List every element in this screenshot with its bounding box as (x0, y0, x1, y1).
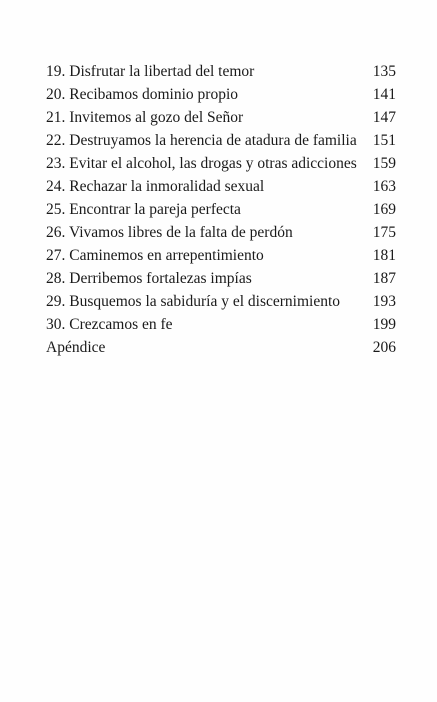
toc-entry-title: 28. Derribemos fortalezas impías (46, 270, 252, 287)
toc-entry-page: 163 (372, 178, 396, 195)
toc-entry-page: 141 (372, 86, 396, 103)
toc-entry-page: 187 (372, 270, 396, 287)
toc-entry-page: 135 (372, 63, 396, 80)
toc-entry (46, 106, 396, 129)
table-of-contents (46, 60, 396, 359)
toc-entry (46, 129, 396, 152)
toc-entry-title: 21. Invitemos al gozo del Señor (46, 109, 244, 126)
toc-entry-title: 29. Busquemos la sabiduría y el discernimiento (46, 293, 341, 310)
toc-entry-title: 19. Disfrutar la libertad del temor (46, 63, 255, 80)
toc-entry-page: 147 (372, 109, 396, 126)
toc-entry (46, 221, 396, 244)
toc-entry (46, 336, 396, 359)
toc-entry-page: 151 (372, 132, 396, 149)
toc-entry-title: 20. Recibamos dominio propio (46, 86, 239, 103)
toc-entry (46, 244, 396, 267)
toc-entry-page: 159 (372, 155, 396, 172)
toc-entry (46, 290, 396, 313)
toc-entry (46, 313, 396, 336)
toc-entry (46, 60, 396, 83)
toc-entry (46, 175, 396, 198)
toc-entry-title: 30. Crezcamos en fe (46, 316, 173, 333)
toc-entry (46, 83, 396, 106)
toc-entry (46, 267, 396, 290)
toc-entry-title: 26. Vivamos libres de la falta de perdón (46, 224, 293, 241)
toc-entry (46, 198, 396, 221)
toc-entry-title: 23. Evitar el alcohol, las drogas y otras adicciones (46, 155, 357, 172)
toc-entry-title: Apéndice (46, 339, 106, 356)
toc-entry-page: 206 (372, 339, 396, 356)
toc-entry-page: 181 (372, 247, 396, 264)
toc-entry-page: 169 (372, 201, 396, 218)
toc-entry-page: 175 (372, 224, 396, 241)
toc-entry (46, 152, 396, 175)
toc-entry-title: 25. Encontrar la pareja perfecta (46, 201, 241, 218)
toc-entry-title: 24. Rechazar la inmoralidad sexual (46, 178, 265, 195)
toc-entry-page: 199 (372, 316, 396, 333)
toc-entry-title: 27. Caminemos en arrepentimiento (46, 247, 264, 264)
toc-entry-title: 22. Destruyamos la herencia de atadura de familia (46, 132, 357, 149)
toc-entry-page: 193 (372, 293, 396, 310)
